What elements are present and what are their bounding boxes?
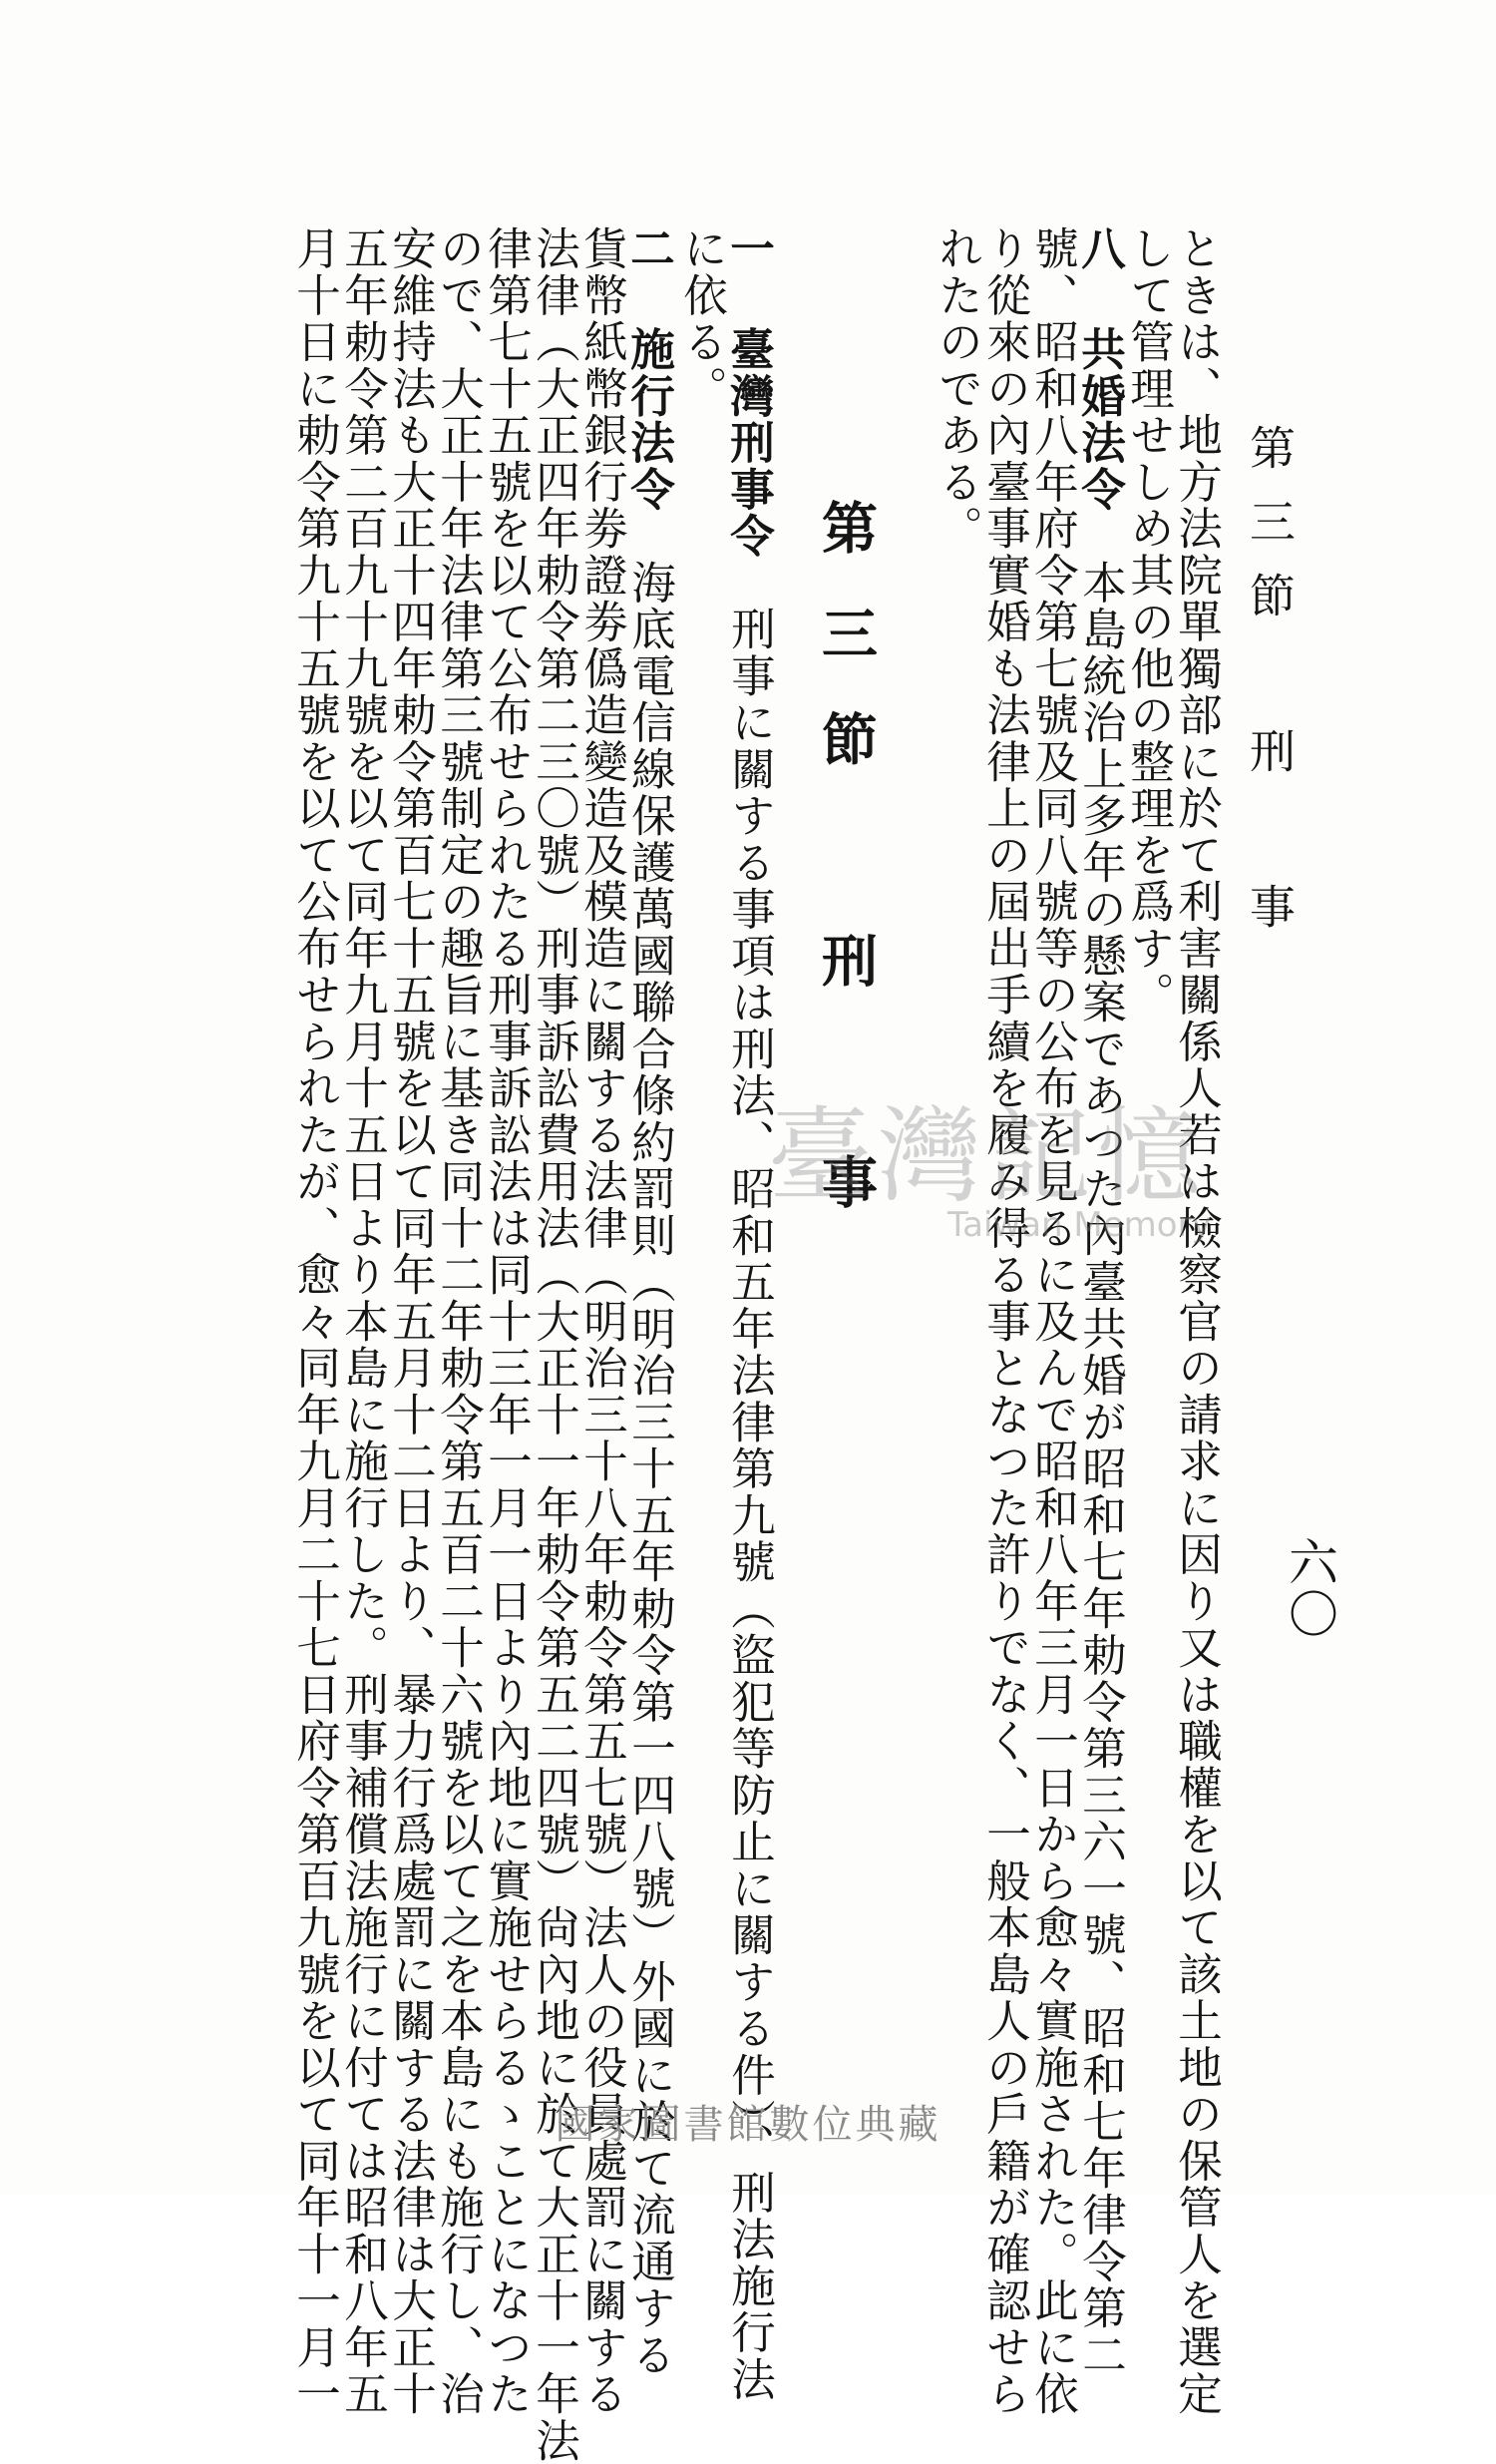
- text-column: [978, 225, 1030, 2418]
- watermark-subtitle: Taiwan Memory: [947, 1205, 1212, 1245]
- running-header: 第三節 刑 事: [1243, 424, 1297, 957]
- text-column: [384, 225, 436, 2418]
- column-text: れたのである。: [931, 225, 982, 553]
- text-column: [1073, 225, 1126, 2378]
- column-text: して管理せしめ其の他の整理を爲す。: [1122, 225, 1174, 1019]
- text-column: [675, 225, 727, 412]
- item-heading: 二 施行法令: [622, 225, 675, 513]
- text-column: [1026, 225, 1078, 2418]
- text-column: [288, 225, 340, 2418]
- text-column: [622, 225, 675, 2378]
- text-column: [480, 225, 532, 2418]
- column-text: 刑事に關する事項は刑法、昭和五年法律第九號（盜犯等防止に關する件）、刑法施行法: [723, 559, 775, 2403]
- footer-credit: 國家圖書館數位典藏: [555, 2102, 941, 2148]
- text-column: [575, 225, 627, 2418]
- text-column: [1122, 225, 1174, 1019]
- text-column: [336, 225, 388, 2418]
- column-text: 律第七十五號を以て公布せられたる刑事訴訟法は同十三年一月一日より內地に實施せらるゝことになつた: [480, 225, 532, 2418]
- column-text: 號、昭和八年府令第七號及同八號等の公布を見るに及んで昭和八年三月一日から愈々實施された。此に依: [1026, 225, 1078, 2418]
- column-text: 五年勅令第二百九十九號を以て同年九月十五日より本島に施行した。刑事補償法施行に付ては昭和八年五: [336, 225, 388, 2418]
- column-text: り從來の內臺事實婚も法律上の屆出手續を履み得る事となつた許りでなく、一般本島人の戶籍が確認せら: [978, 225, 1030, 2418]
- item-heading: 一 臺灣刑事令: [722, 225, 775, 560]
- page-number: 六〇: [1281, 1536, 1338, 1640]
- column-text: 月十日に勅令第九十五號を以て公布せられたが、愈々同年九月二十七日府令第百九號を以て同年十一月一: [288, 225, 340, 2418]
- watermark-logo: 臺灣記憶: [768, 1095, 1208, 1217]
- column-text: ときは、地方法院單獨部に於て利害關係人若は檢察官の請求に因り又は職權を以て該土地の保管人を選定: [1170, 225, 1222, 2418]
- section-heading: 第三節 刑 事: [813, 499, 879, 1259]
- column-text: ので、大正十年法律第三號制定の趣旨に基き同十二年勅令第五百二十六號を以て之を本島にも施行し、治: [432, 225, 484, 2418]
- column-text: 本島統治上多年の懸案であつた內臺共婚が昭和七年勅令第三六一號、昭和七年律令第二: [1074, 513, 1126, 2378]
- column-text: 海底電信線保護萬國聯合條約罰則（明治三十五年勅令第一四八號）外國に於て流通する: [623, 513, 675, 2378]
- text-column: [432, 225, 484, 2418]
- text-column: [722, 225, 775, 2403]
- column-text: 法律（大正四年勅令第二三〇號）刑事訴訟費用法（大正十一年勅令第五二四號）尙內地に於て大正十一年法: [528, 225, 579, 2464]
- column-text: 貨幣紙幣銀行劵證劵僞造變造及模造に關する法律（明治三十八年勅令第五七號）法人の役員處罰に關する: [575, 225, 627, 2418]
- text-column: [931, 225, 982, 553]
- text-column: [1170, 225, 1222, 2418]
- item-heading: 八 共婚法令: [1073, 225, 1126, 513]
- column-text: に依る。: [675, 225, 727, 412]
- column-text: 安維持法も大正十四年勅令第百七十五號を以て同年五月十二日より、暴力行爲處罰に關する法律は大正十: [384, 225, 436, 2418]
